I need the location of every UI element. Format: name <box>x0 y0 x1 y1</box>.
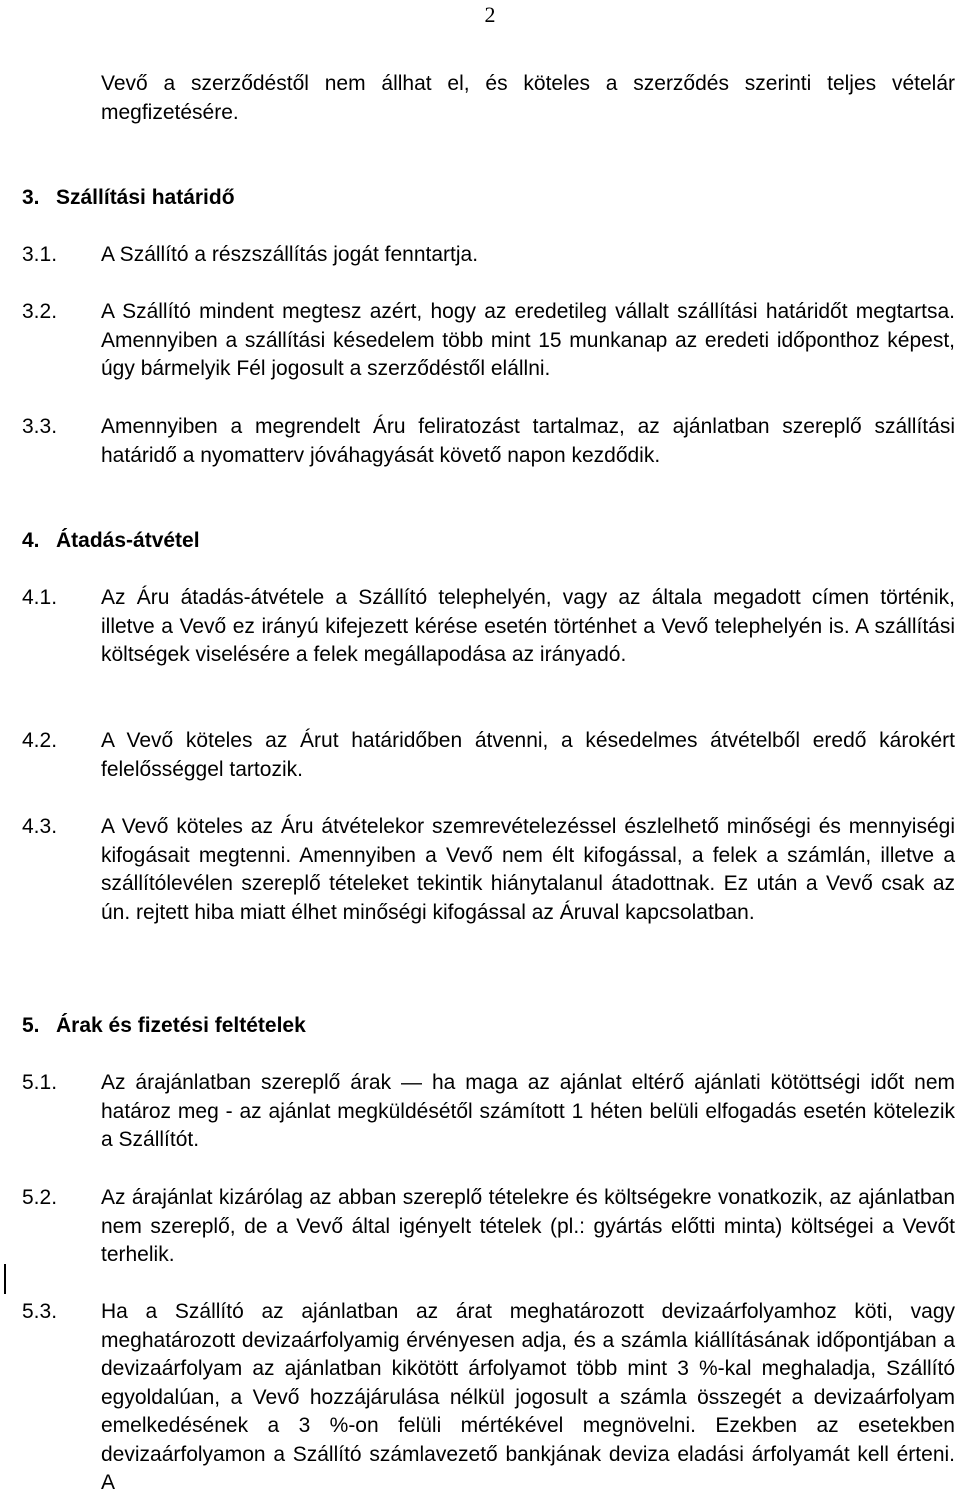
section-heading-3 <box>22 184 235 213</box>
clause-number: 4.3. <box>22 815 58 838</box>
page-number: 2 <box>484 2 496 27</box>
intro-paragraph: Vevő a szerződéstől nem állhat el, és köteles a szerződés szerinti teljes vételár megfizetésére. <box>101 72 955 124</box>
clause-text: Az árajánlatban szereplő árak ― ha maga az ajánlat eltérő ajánlati kötöttségi időt nem határoz meg - az ajánlat megküldésétől számított 1 héten belüli elfogadás esetén kötelezik a Szállítót. <box>101 1071 955 1151</box>
clause-number: 3.1. <box>22 243 58 266</box>
section-number: 3. <box>22 186 40 209</box>
section-title: Átadás-átvétel <box>56 529 200 552</box>
clause-text: Amennyiben a megrendelt Áru feliratozást tartalmaz, az ajánlatban szereplő szállítási határidő a nyomatterv jóváhagyását követő napon kezdődik. <box>101 415 955 467</box>
clause-text: Az Áru átadás-átvétele a Szállító telephelyén, vagy az általa megadott címen történik, illetve a Vevő ez irányú kifejezett kérése esetén történhet a Vevő telephelyén is. A szállítási költségek viselésére a felek megállapodása az irányadó. <box>101 586 955 666</box>
clause-text: Ha a Szállító az ajánlatban az árat meghatározott devizaárfolyamhoz köti, vagy meghatározott devizaárfolyamig érvényesen adja, és a számla kiállításának időpontjában a devizaárfolyam az ajánlatban kikötött árfolyamot több mint 3 %-kal meghaladja, Szállító egyoldalúan, a Vevő hozzájárulása nélkül jogosult a számla összegét a devizaárfolyam emelkedésének a 3 %-on felüli mértékével megnövelni. Ezekben az esetekben devizaárfolyamon a Szállító számlavezető bankjának deviza eladási árfolyamát kell érteni. A <box>101 1300 955 1494</box>
clause-number: 3.3. <box>22 415 58 438</box>
clause-number: 4.1. <box>22 586 58 609</box>
section-title: Szállítási határidő <box>56 186 235 209</box>
revision-margin-bar <box>4 1264 6 1294</box>
section-heading-4 <box>22 527 200 556</box>
section-number: 5. <box>22 1014 40 1037</box>
clause-number: 5.2. <box>22 1186 58 1209</box>
clause-text: A Vevő köteles az Áru átvételekor szemrevételezéssel észlelhető minőségi és mennyiségi kifogásait megtenni. Amennyiben a Vevő nem élt kifogással, a felek a számlán, illetve a szállítólevélen szereplő tételeket tekintik hiánytalanul átadottnak. Ez után a Vevő csak az ún. rejtett hiba miatt élhet minőségi kifogással az Áruval kapcsolatban. <box>101 815 955 924</box>
section-title: Árak és fizetési feltételek <box>56 1014 306 1037</box>
clause-number: 5.1. <box>22 1071 58 1094</box>
section-heading-5 <box>22 1012 306 1041</box>
clause-text: A Szállító mindent megtesz azért, hogy az eredetileg vállalt szállítási határidőt megtartsa. Amennyiben a szállítási késedelem több mint 15 munkanap az eredeti időponthoz képest, úgy bármelyik Fél jogosult a szerződéstől elállni. <box>101 300 955 380</box>
clause-text: Az árajánlat kizárólag az abban szereplő tételekre és költségekre vonatkozik, az ajánlatban nem szereplő, de a Vevő által igényelt tételek (pl.: gyártás előtti minta) költségei a Vevőt terhelik. <box>101 1186 955 1266</box>
clause-number: 5.3. <box>22 1300 58 1323</box>
section-number: 4. <box>22 529 40 552</box>
clause-text: A Szállító a részszállítás jogát fenntartja. <box>101 243 479 266</box>
clause-number: 4.2. <box>22 729 58 752</box>
clause-text: A Vevő köteles az Árut határidőben átvenni, a késedelmes átvételből eredő károkért felelősséggel tartozik. <box>101 729 955 781</box>
clause-number: 3.2. <box>22 300 58 323</box>
